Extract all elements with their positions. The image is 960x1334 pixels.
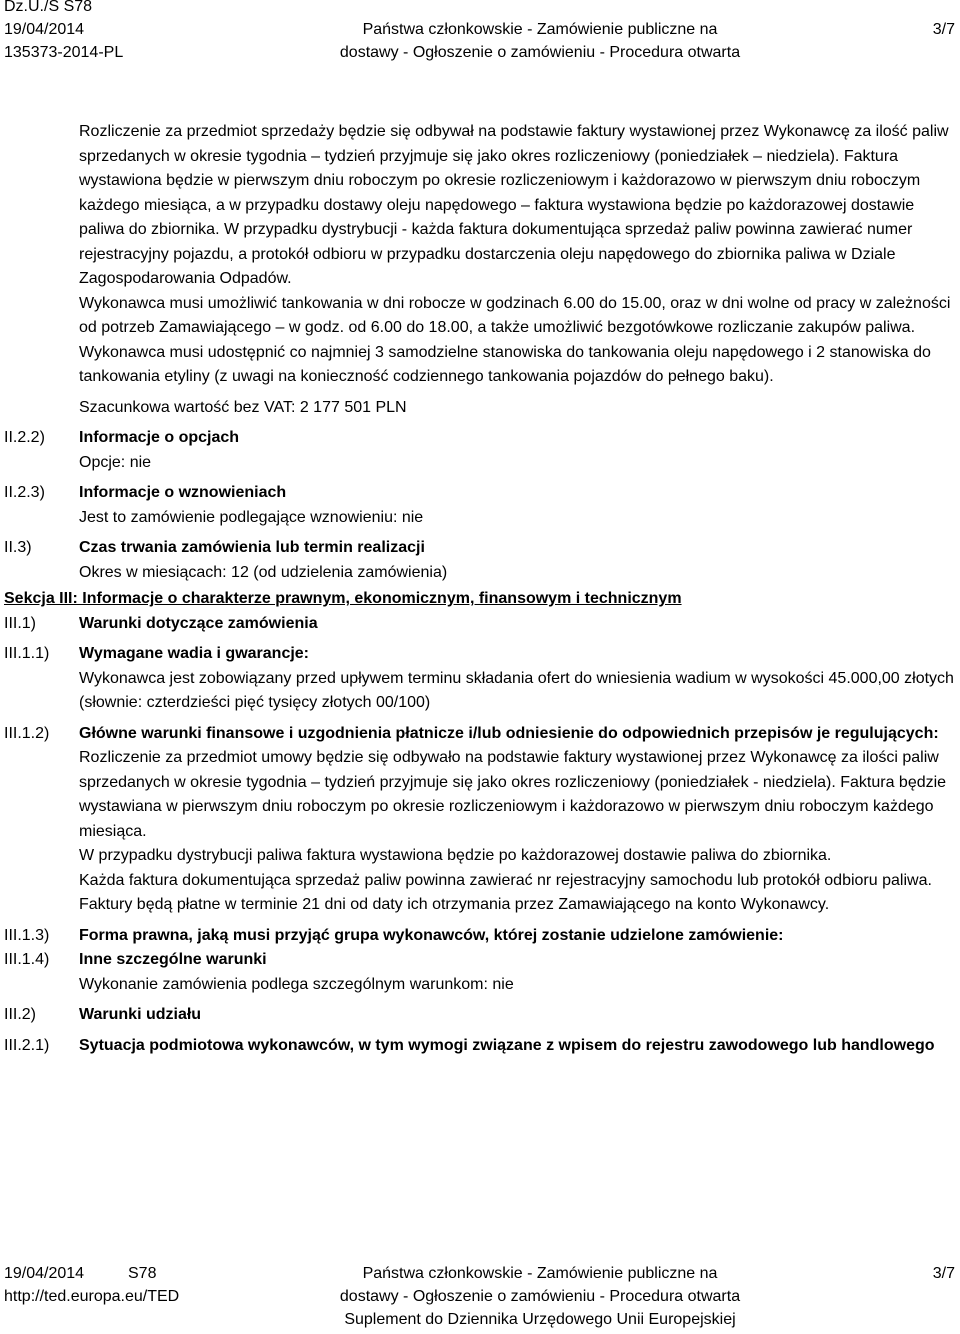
section-text: Jest to zamówienie podlegające wznowieniu: nie: [79, 508, 424, 526]
paragraph: Rozliczenie za przedmiot sprzedaży będzie się odbywał na podstawie faktury wystawionej przez Wykonawcę za ilość paliw sprzedanych w okresie tygodnia – tydzień przyjmuje się jako okres rozliczeniowy (poniedziałek – niedziela). Faktura wystawiona będzie w pierwszym dniu roboczym po okresie rozliczeniowym i każdorazowo w pierwszym dniu roboczym każdego miesiąca, a w przypadku dostawy oleju napędowego – faktura wystawiona będzie po każdorazowej dostawie paliwa do zbiornika. W przypadku dystrybucji - każda faktura dokumentująca sprzedaż paliw powinna zawierać numer rejestracyjny pojazdu, a protokół odbioru w przypadku dostarczenia oleju napędowego do zbiornika paliwa w Dziale Zagospodarowania Odpadów.: [79, 123, 949, 287]
footer-url: http://ted.europa.eu/TED: [4, 1288, 180, 1305]
paragraph: Wykonawca musi udostępnić co najmniej 3 samodzielne stanowiska do tankowania oleju napędowego i 2 stanowiska do tankowania etyliny (z uwagi na konieczność codziennego tankowania pojazdów do pełnego baku).: [79, 343, 931, 385]
section-ii-3: [0, 536, 960, 585]
section-title: Sytuacja podmiotowa wykonawców, w tym wymogi związane z wpisem do rejestru zawodowego lub handlowego: [79, 1036, 935, 1054]
section-iii-1-1: [0, 642, 960, 716]
footer-center: [225, 1262, 855, 1331]
header-title-line2: dostawy - Ogłoszenie o zamówieniu - Procedura otwarta: [339, 44, 741, 61]
section-title: Warunki udziału: [79, 1006, 202, 1023]
footer-title-line1: Państwa członkowskie - Zamówienie publiczne na: [362, 1265, 718, 1282]
footer-date: 19/04/2014: [4, 1265, 85, 1282]
document-body: [0, 120, 960, 1058]
section-iii-2-1: [0, 1034, 960, 1059]
paragraph: Rozliczenie za przedmiot umowy będzie się odbywało na podstawie faktury wystawionej przez Wykonawcę za ilości paliw sprzedanych w okresie tygodnia – tydzień przyjmuje się jako okres rozliczeniowy (poniedziałek - niedziela). Faktura będzie wystawiana w pierwszym dniu roboczym po okresie rozliczeniowym i każdorazowo w pierwszym dniu roboczym każdego miesiąca.: [79, 749, 947, 840]
header-notice-id: 135373-2014-PL: [4, 44, 124, 61]
section-ii-2-2: [0, 426, 960, 475]
section-iii-heading: Sekcja III: Informacje o charakterze prawnym, ekonomicznym, finansowym i technicznym: [4, 590, 682, 607]
section-text: Opcje: nie: [79, 453, 152, 471]
section-number: III.1.4): [4, 951, 50, 968]
header-left: [4, 0, 123, 64]
header-date: 19/04/2014: [4, 21, 85, 38]
section-iii-1: [0, 612, 960, 637]
header-journal-ref: Dz.U./S S78: [4, 0, 93, 15]
section-number: II.2.3): [4, 484, 45, 501]
section-number: III.1.1): [4, 645, 50, 662]
paragraph: W przypadku dystrybucji paliwa faktura wystawiona będzie po każdorazowej dostawie paliwa do zbiornika.: [79, 847, 832, 864]
section-number: III.1.2): [4, 724, 50, 742]
section-title: Główne warunki finansowe i uzgodnienia płatnicze i/lub odniesienie do odpowiednich przepisów je regulujących:: [79, 724, 939, 742]
section-title: Forma prawna, jaką musi przyjąć grupa wykonawców, której zostanie udzielone zamówienie:: [79, 926, 784, 944]
section-number: III.1.3): [4, 926, 50, 944]
section-title: Inne szczególne warunki: [79, 951, 267, 968]
section-title: Informacje o opcjach: [79, 429, 240, 446]
header-center: [225, 0, 855, 64]
section-text: Okres w miesiącach: 12 (od udzielenia zamówienia): [79, 563, 448, 581]
section-text: Wykonawca jest zobowiązany przed upływem terminu składania ofert do wniesienia wadium w wysokości 45.000,00 złotych (słownie: czterdzieści pięć tysięcy złotych 00/100): [79, 669, 954, 711]
paragraph: Wykonawca musi umożliwić tankowania w dni robocze w godzinach 6.00 do 15.00, oraz w dni wolne od pracy w zależności od potrzeb Zamawiającego – w godz. od 6.00 do 18.00, a także umożliwić bezgotówkowe rozliczanie zakupów paliwa.: [79, 294, 951, 336]
section-intro: [0, 120, 960, 420]
section-number: III.2.1): [4, 1036, 50, 1054]
section-text: Wykonanie zamówienia podlega szczególnym warunkom: nie: [79, 975, 514, 993]
section-number: II.3): [4, 539, 32, 556]
section-iii-1-2: [0, 722, 960, 918]
section-iii-1-3: [0, 924, 960, 949]
section-title: Wymagane wadia i gwarancje:: [79, 645, 310, 662]
footer-title-line2: dostawy - Ogłoszenie o zamówieniu - Procedura otwarta: [339, 1288, 741, 1305]
footer-page-number: 3/7: [932, 1265, 955, 1282]
section-ii-2-3: [0, 481, 960, 530]
section-number: II.2.2): [4, 429, 45, 446]
footer-supplement: Suplement do Dziennika Urzędowego Unii Europejskiej: [344, 1311, 736, 1328]
paragraph: Każda faktura dokumentująca sprzedaż paliw powinna zawierać nr rejestracyjny samochodu lub protokół odbioru paliwa. Faktury będą płatne w terminie 21 dni od daty ich otrzymania przez Zamawiającego na konto Wykonawcy.: [79, 871, 932, 913]
footer-series: S78: [128, 1265, 157, 1282]
section-title: Warunki dotyczące zamówienia: [79, 614, 318, 632]
section-number: III.1): [4, 614, 37, 632]
estimated-value: Szacunkowa wartość bez VAT: 2 177 501 PLN: [79, 398, 407, 416]
section-title: Czas trwania zamówienia lub termin realizacji: [79, 539, 425, 556]
header-title-line1: Państwa członkowskie - Zamówienie publiczne na: [362, 21, 718, 38]
section-title: Informacje o wznowieniach: [79, 484, 287, 501]
section-iii-2: [0, 1003, 960, 1028]
section-iii-1-4: [0, 948, 960, 997]
header-page-number: 3/7: [932, 21, 955, 38]
section-number: III.2): [4, 1006, 37, 1023]
